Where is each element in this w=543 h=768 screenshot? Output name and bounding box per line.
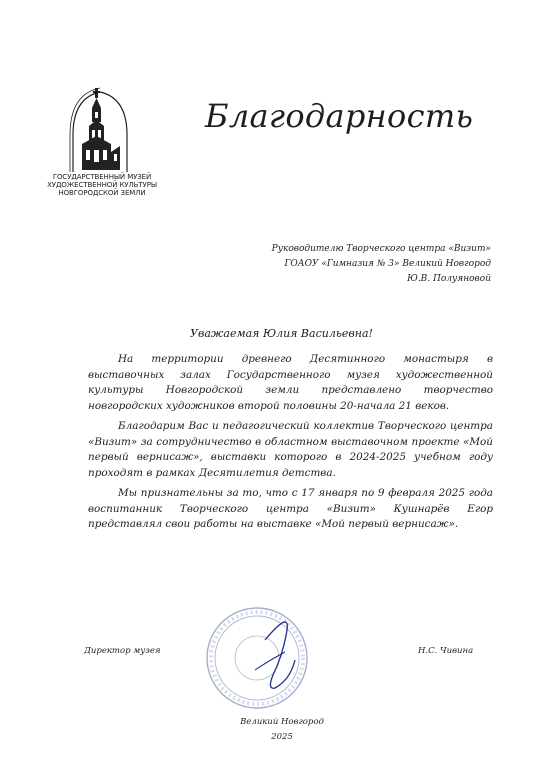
logo-caption <box>43 173 161 197</box>
addressee-line-2: ГОАОУ «Гимназия № 3» Великий Новгород <box>284 259 491 269</box>
logo-line-1: ГОСУДАРСТВЕННЫЙ МУЗЕЙ <box>52 173 152 181</box>
church-icon <box>40 80 160 175</box>
addressee-block <box>255 242 491 287</box>
museum-logo <box>40 80 160 210</box>
director-title: Директор музея <box>84 646 161 656</box>
addressee-line-1: Руководителю Творческого центра «Визит» <box>271 244 491 254</box>
paragraph-3: Мы признательны за то, что с 17 января по 9 февраля 2025 года воспитанник Творческого центра «Визит» Кушнарёв Егор представлял свои работы на выставке «Мой первый вернисаж». <box>88 487 493 530</box>
document-title: Благодарность <box>205 97 474 135</box>
letter-body <box>88 352 493 538</box>
signature-area <box>0 590 543 710</box>
place-and-year <box>232 715 332 745</box>
greeting: Уважаемая Юлия Васильевна! <box>190 327 373 340</box>
addressee-line-3: Ю.В. Полуяновой <box>407 274 491 284</box>
round-stamp-icon <box>195 600 325 720</box>
year: 2025 <box>271 732 293 742</box>
paragraph-1: На территории древнего Десятинного монастыря в выставочных залах Государственного музея художественной культуры Новгородской земли представлено творчество новгородских художников второй половины 20-начала 21 веков. <box>88 353 493 412</box>
city: Великий Новгород <box>240 717 324 727</box>
logo-line-2: ХУДОЖЕСТВЕННОЙ КУЛЬТУРЫ <box>47 181 157 189</box>
paragraph-2: Благодарим Вас и педагогический коллектив Творческого центра «Визит» за сотрудничество в областном выставочном проекте «Мой первый вернисаж», выставки которого в 2024-2025 учебном году проходят в рамках Десятилетия детства. <box>88 420 493 479</box>
logo-line-3: НОВГОРОДСКОЙ ЗЕМЛИ <box>58 189 146 197</box>
director-name: Н.С. Чивина <box>418 646 474 656</box>
